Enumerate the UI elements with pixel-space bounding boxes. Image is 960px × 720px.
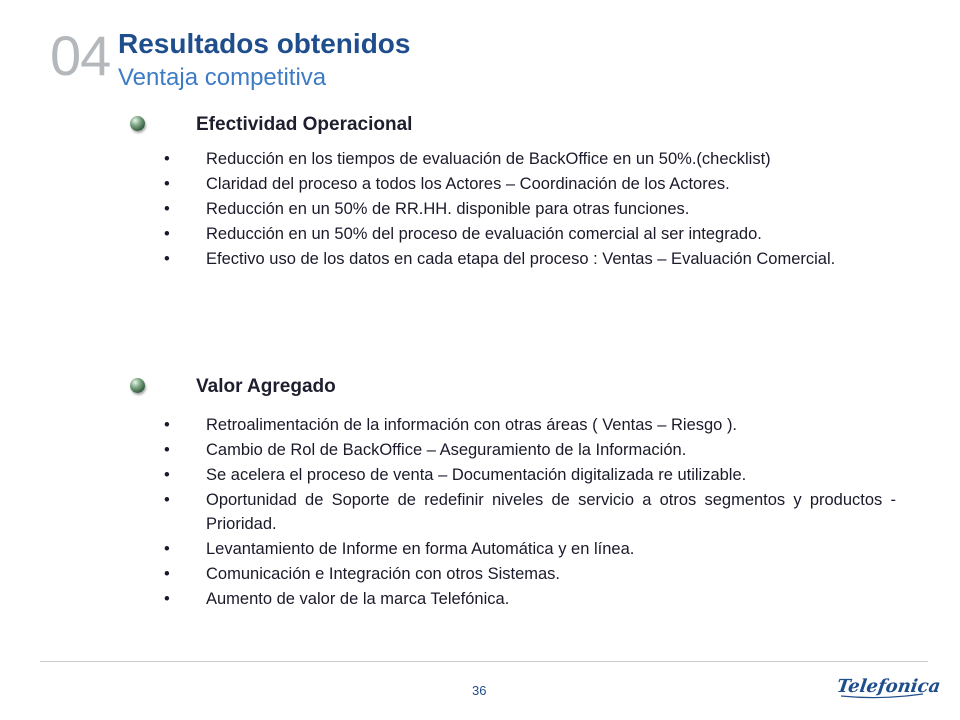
- bullet-text: Reducción en un 50% de RR.HH. disponible para otras funciones.: [206, 200, 690, 218]
- bullet-dot-icon: •: [164, 250, 170, 268]
- bullet-list-valor: [160, 413, 896, 612]
- list-item: [160, 438, 896, 462]
- bullet-text: Reducción en un 50% del proceso de evaluación comercial al ser integrado.: [206, 225, 762, 243]
- bullet-dot-icon: •: [164, 491, 170, 509]
- bullet-text: Cambio de Rol de BackOffice – Aseguramiento de la Información.: [206, 441, 687, 459]
- footer-divider: [40, 661, 928, 662]
- page-number: 36: [472, 683, 487, 698]
- bullet-dot-icon: •: [164, 441, 170, 459]
- list-item: [160, 172, 896, 196]
- sphere-bullet-icon: [130, 378, 145, 393]
- bullet-dot-icon: •: [164, 416, 170, 434]
- slide-title: Resultados obtenidos: [118, 28, 411, 59]
- bullet-text: Levantamiento de Informe en forma Automática y en línea.: [206, 540, 635, 558]
- list-item: [160, 222, 896, 246]
- bullet-text: Claridad del proceso a todos los Actores – Coordinación de los Actores.: [206, 175, 730, 193]
- bullet-dot-icon: •: [164, 590, 170, 608]
- section-heading-valor: Valor Agregado: [196, 376, 336, 397]
- bullet-dot-icon: •: [164, 225, 170, 243]
- section-number: 04: [50, 24, 111, 87]
- bullet-text: Retroalimentación de la información con otras áreas ( Ventas – Riesgo ).: [206, 416, 738, 434]
- bullet-dot-icon: •: [164, 175, 170, 193]
- list-item: [160, 488, 896, 536]
- bullet-text: Efectivo uso de los datos en cada etapa del proceso : Ventas – Evaluación Comercial.: [206, 250, 836, 268]
- slide-subtitle: Ventaja competitiva: [118, 64, 327, 91]
- bullet-text: Se acelera el proceso de venta – Documentación digitalizada re utilizable.: [206, 466, 747, 484]
- list-item: [160, 562, 896, 586]
- list-item: [160, 247, 896, 271]
- bullet-text: Aumento de valor de la marca Telefónica.: [206, 590, 510, 608]
- list-item: [160, 537, 896, 561]
- bullet-text: Oportunidad de Soporte de redefinir niveles de servicio a otros segmentos y productos - Prioridad.: [206, 491, 896, 533]
- bullet-text: Comunicación e Integración con otros Sistemas.: [206, 565, 561, 583]
- list-item: [160, 413, 896, 437]
- sphere-bullet-icon: [130, 116, 145, 131]
- bullet-list-efectividad: [160, 147, 896, 272]
- bullet-text: Reducción en los tiempos de evaluación de BackOffice en un 50%.(checklist): [206, 150, 771, 168]
- list-item: [160, 147, 896, 171]
- bullet-dot-icon: •: [164, 200, 170, 218]
- telefonica-logo-icon: [835, 672, 942, 700]
- bullet-dot-icon: •: [164, 150, 170, 168]
- list-item: [160, 587, 896, 611]
- bullet-dot-icon: •: [164, 565, 170, 583]
- bullet-dot-icon: •: [164, 540, 170, 558]
- list-item: [160, 463, 896, 487]
- list-item: [160, 197, 896, 221]
- section-heading-efectividad: Efectividad Operacional: [196, 114, 413, 135]
- logo-text: Telefonica: [835, 676, 942, 697]
- bullet-dot-icon: •: [164, 466, 170, 484]
